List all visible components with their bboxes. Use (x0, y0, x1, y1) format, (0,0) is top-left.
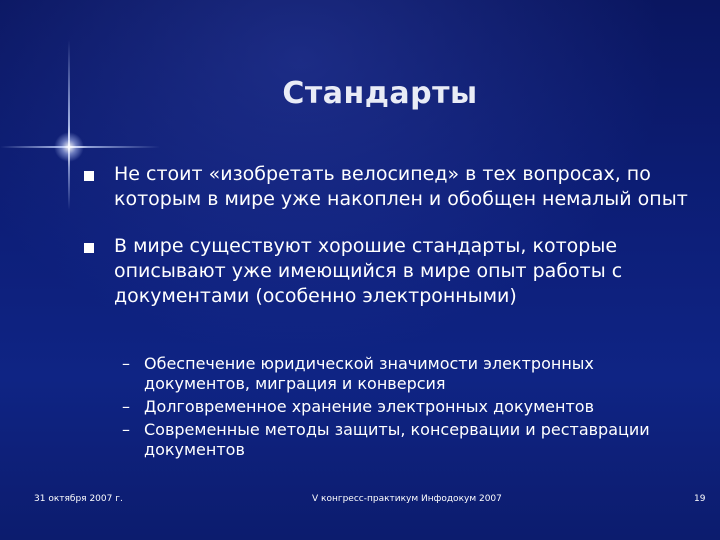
sub-bullet-list (122, 354, 712, 463)
footer-date: 31 октября 2007 г. (34, 494, 123, 504)
page-number: 19 (694, 494, 706, 504)
sub-bullet-item (122, 397, 712, 417)
dash-icon: – (122, 354, 130, 373)
bullet-item (84, 162, 704, 212)
square-bullet-icon (84, 171, 94, 181)
sub-bullet-text: Долговременное хранение электронных документов (144, 397, 595, 416)
star-flare-glow (54, 132, 84, 162)
bullet-text: В мире существуют хорошие стандарты, которые описывают уже имеющийся в мире опыт работы с документами (особенно электронными) (114, 235, 623, 307)
bullet-list (84, 162, 704, 331)
sub-bullet-text: Обеспечение юридической значимости электронных документов, миграция и конверсия (144, 354, 594, 393)
bullet-text: Не стоит «изобретать велосипед» в тех вопросах, по которым в мире уже накоплен и обобщен немалый опыт (114, 163, 688, 210)
slide-title: Стандарты (282, 76, 478, 111)
bullet-item (84, 234, 704, 309)
sub-bullet-item (122, 354, 712, 394)
footer-event: V конгресс-практикум Инфодокум 2007 (312, 494, 502, 504)
sub-bullet-item (122, 420, 712, 460)
dash-icon: – (122, 420, 130, 439)
dash-icon: – (122, 397, 130, 416)
square-bullet-icon (84, 243, 94, 253)
sub-bullet-text: Современные методы защиты, консервации и реставрации документов (144, 420, 650, 459)
star-flare-vertical (68, 40, 70, 210)
